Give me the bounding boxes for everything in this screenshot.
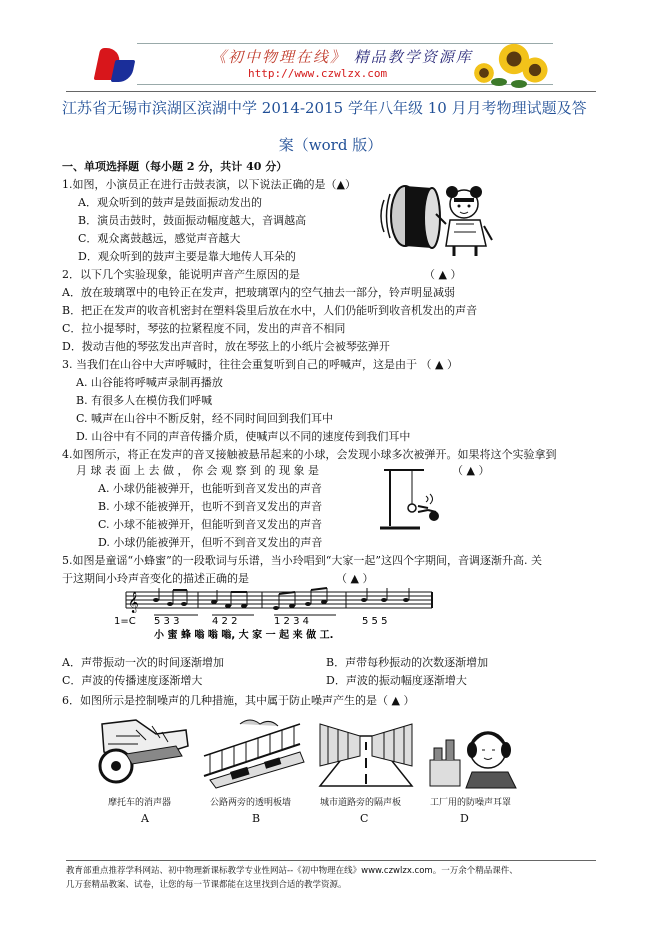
q6-caption-b: 公路两旁的透明板墙 — [210, 798, 292, 808]
banner-title: 《初中物理在线》 精品教学资源库 — [211, 48, 473, 66]
q5-stem-line1: 5.如图是童谣“小蜂蜜”的一段歌词与乐谱，当小玲唱到“大家一起”这四个字期间，音调逐渐升高. 关 — [62, 554, 542, 567]
q2-option-b: B．把正在发声的收音机密封在塑料袋里后放在水中，人们仍能听到收音机发出的声音 — [62, 304, 478, 317]
q5-answer-mark: （ ▲ ） — [336, 572, 374, 585]
q6-letter-c: C — [360, 812, 369, 825]
motorcycle-muffler-illustration — [96, 716, 192, 790]
q1-option-c: C．观众离鼓越远，感觉声音越大 — [78, 232, 241, 245]
q5-option-a: A．声带振动一次的时间逐渐增加 — [62, 656, 224, 669]
q5-option-c: C．声波的传播速度逐渐增大 — [62, 674, 203, 687]
q2-option-d: D．拨动吉他的琴弦发出声音时，放在琴弦上的小纸片会被琴弦弹开 — [62, 340, 390, 353]
q4-option-b: B. 小球不能被弹开，也听不到音叉发出的声音 — [98, 500, 323, 513]
sunflower-icon — [521, 56, 549, 84]
q2-option-c: C．拉小提琴时，琴弦的拉紧程度不同，发出的声音不相同 — [62, 322, 346, 335]
drummer-illustration — [380, 180, 496, 258]
q6-stem: 6．如图所示是控制噪声的几种措施，其中属于防止噪声产生的是（ ▲ ） — [62, 694, 415, 707]
q4-answer-mark: （ ▲ ） — [452, 464, 490, 477]
score-numbers-2: 4 2 2 — [212, 616, 238, 627]
q1-stem: 1.如图，小演员正在进行击鼓表演，以下说法正确的是（▲） — [62, 178, 356, 191]
header-rule — [66, 91, 596, 92]
q2-stem: 2．以下几个实验现象，能说明声音产生原因的是 — [62, 268, 300, 281]
q3-option-c: C. 喊声在山谷中不断反射，经不同时间回到我们耳中 — [76, 412, 334, 425]
sound-barrier-illustration — [316, 716, 416, 790]
q6-letter-d: D — [460, 812, 469, 825]
footer-line2: 几万套精品教案、试卷，让您的每一节课都能在这里找到合适的教学资源。 — [66, 880, 347, 890]
score-numbers-3: 1 2 3 4 — [274, 616, 309, 627]
banner-url[interactable]: http://www.czwlzx.com — [248, 67, 388, 80]
site-logo-blue — [111, 60, 136, 82]
page-title: 江苏省无锡市滨湖区滨湖中学 2014-2015 学年八年级 10 月月考物理试题及答 — [62, 99, 587, 117]
q5-stem-line2: 于这期间小玲声音变化的描述正确的是 — [62, 572, 249, 585]
q2-answer-mark: （ ▲ ） — [424, 268, 462, 281]
footer-rule — [66, 860, 596, 861]
header-banner — [93, 40, 553, 88]
q4-stem-line1: 4.如图所示，将正在发声的音叉接触被悬吊起来的小球，会发现小球多次被弹开。如果将这个实验拿到 — [62, 448, 557, 461]
q3-option-b: B. 有很多人在模仿我们呼喊 — [76, 394, 213, 407]
q1-option-a: A．观众听到的鼓声是鼓面振动发出的 — [78, 196, 262, 209]
q1-option-b: B．演员击鼓时，鼓面振动幅度越大，音调越高 — [78, 214, 307, 227]
q3-stem: 3. 当我们在山谷中大声呼喊时，往往会重复听到自己的呼喊声，这是由于 （ ▲ ） — [62, 358, 458, 371]
transparent-wall-illustration — [200, 716, 306, 790]
treble-clef-icon: 𝄞 — [128, 592, 139, 613]
page-title-cont: 案（word 版） — [278, 136, 383, 154]
q5-option-b: B．声带每秒振动的次数逐渐增加 — [326, 656, 489, 669]
q4-option-d: D. 小球仍能被弹开，但听不到音叉发出的声音 — [98, 536, 323, 549]
q3-option-d: D. 山谷中有不同的声音传播介质，使喊声以不同的速度传到我们耳中 — [76, 430, 411, 443]
q6-caption-a: 摩托车的消声器 — [108, 798, 172, 808]
q6-caption-c: 城市道路旁的隔声板 — [320, 798, 402, 808]
q4-option-a: A. 小球仍能被弹开，也能听到音叉发出的声音 — [98, 482, 322, 495]
q5-option-d: D．声波的振动幅度逐渐增大 — [326, 674, 467, 687]
score-lyrics: 小 蜜 蜂 嗡 嗡 嗡, 大 家 一 起 来 做 工. — [154, 630, 334, 640]
music-score — [112, 586, 436, 640]
q4-stem-line2: 月 球 表 面 上 去 做 ， 你 会 观 察 到 的 现 象 是 — [76, 464, 319, 477]
score-numbers-1: 5 3 3 — [154, 616, 180, 627]
section-heading: 一、单项选择题（每小题 2 分，共计 40 分） — [62, 160, 288, 173]
tuning-fork-illustration — [376, 466, 442, 534]
footer-line1: 教育部重点推荐学科网站、初中物理新课标教学专业性网站--《初中物理在线》www.czwlzx.com。一万余个精品课件、 — [66, 866, 518, 876]
q6-caption-d: 工厂用的防噪声耳罩 — [430, 798, 512, 808]
score-key: 1=C — [114, 616, 136, 627]
q4-option-c: C. 小球不能被弹开，但能听到音叉发出的声音 — [98, 518, 323, 531]
earmuff-illustration — [426, 716, 522, 790]
q3-option-a: A. 山谷能将呼喊声录制再播放 — [76, 376, 223, 389]
q6-letter-a: A — [141, 812, 149, 825]
q2-option-a: A．放在玻璃罩中的电铃正在发声，把玻璃罩内的空气抽去一部分，铃声明显减弱 — [62, 286, 455, 299]
score-numbers-4: 5 5 5 — [362, 616, 388, 627]
q1-option-d: D．观众听到的鼓声主要是靠大地传人耳朵的 — [78, 250, 296, 263]
q6-letter-b: B — [252, 812, 261, 825]
